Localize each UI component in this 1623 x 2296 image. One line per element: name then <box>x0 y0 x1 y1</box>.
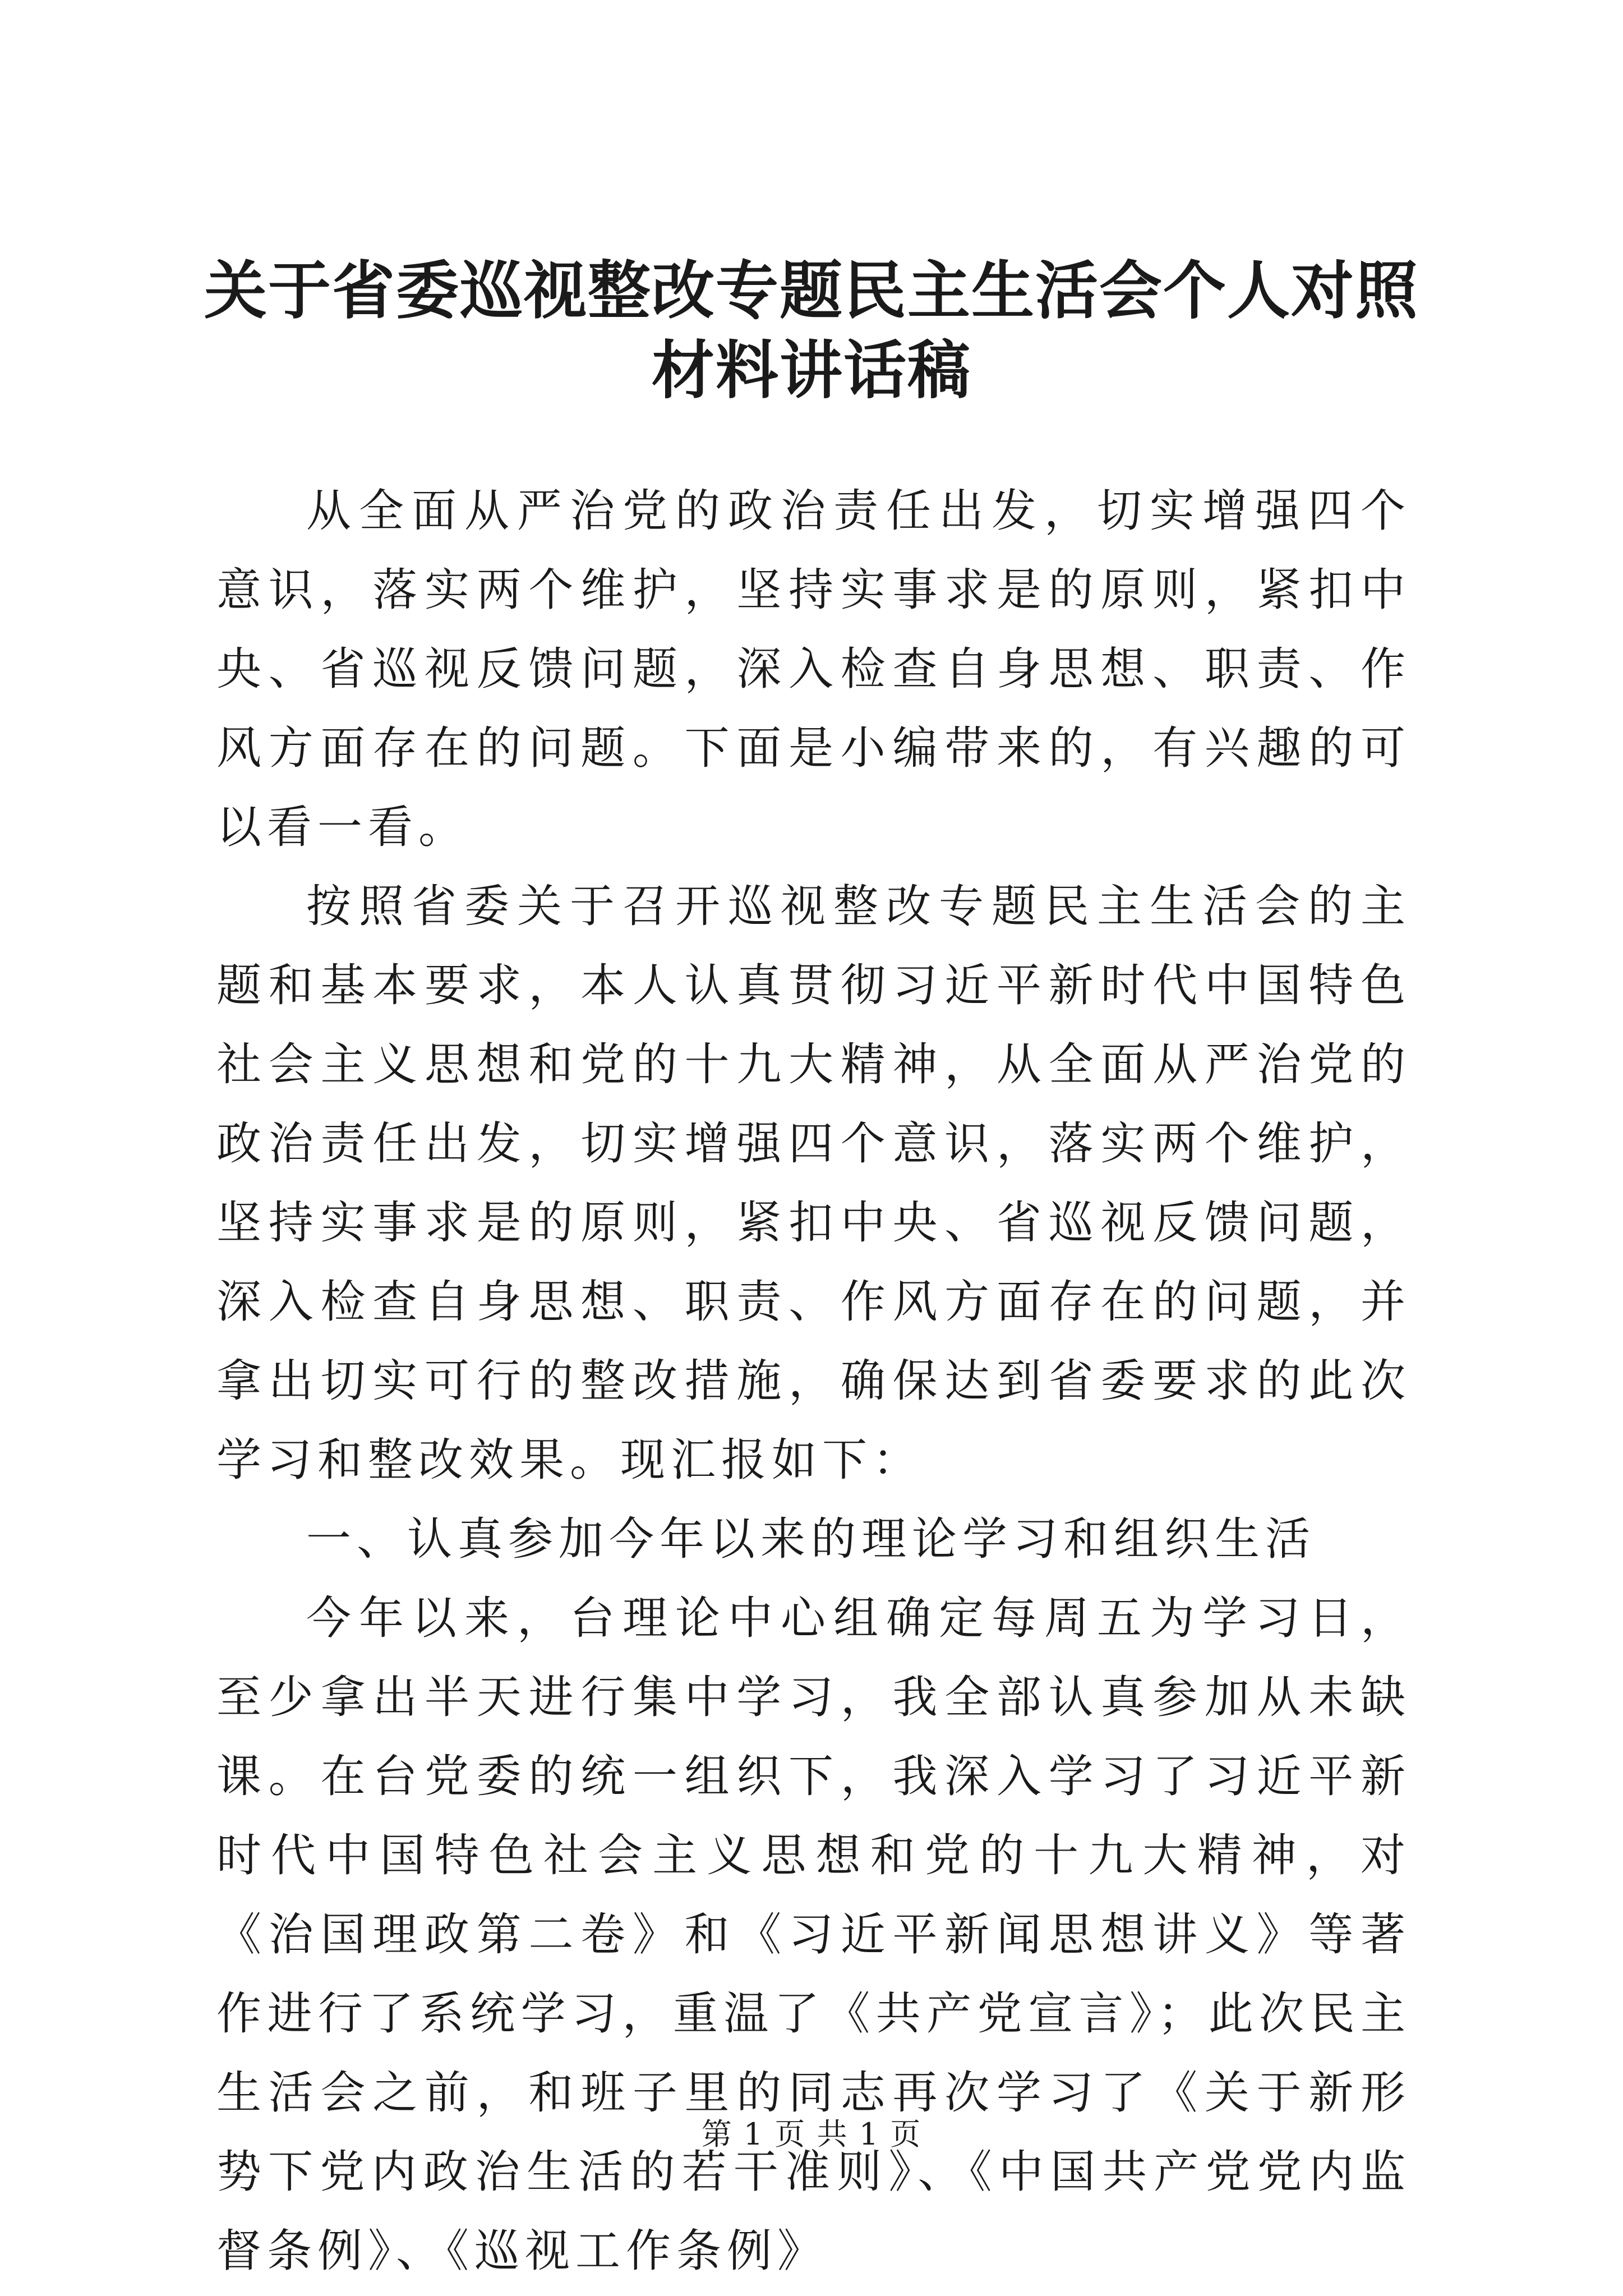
paragraph-study: 今年以来，台理论中心组确定每周五为学习日，至少拿出半天进行集中学习，我全部认真参加从未缺课。在台党委的统一组织下，我深入学习了习近平新时代中国特色社会主义思想和党的十九大精神，对《治国理政第二卷》和《习近平新闻思想讲义》等著作进行了系统学习，重温了《共产党宣言》；此次民主生活会之前，和班子里的同志再次学习了《关于新形势下党内政治生活的若干准则》、《中国共产党党内监督条例》、《巡视工作条例》 <box>216 1592 1411 2277</box>
paragraph-background: 按照省委关于召开巡视整改专题民主生活会的主题和基本要求，本人认真贯彻习近平新时代中国特色社会主义思想和党的十九大精神，从全面从严治党的政治责任出发，切实增强四个意识，落实两个维护，坚持实事求是的原则，紧扣中央、省巡视反馈问题，深入检查自身思想、职责、作风方面存在的问题，并拿出切实可行的整改措施，确保达到省委要求的此次学习和整改效果。现汇报如下： <box>216 880 1411 1486</box>
document-title: 关于省委巡视整改专题民主生活会个人对照材料讲话稿 <box>204 254 1419 407</box>
document-body <box>216 471 1411 2290</box>
paragraph-intro: 从全面从严治党的政治责任出发，切实增强四个意识，落实两个维护，坚持实事求是的原则，紧扣中央、省巡视反馈问题，深入检查自身思想、职责、作风方面存在的问题。下面是小编带来的，有兴趣的可以看一看。 <box>216 485 1411 853</box>
page-footer: 第 1 页 共 1 页 <box>701 2116 922 2152</box>
section-heading-1: 一、认真参加今年以来的理论学习和组织生活 <box>306 1513 1316 1565</box>
